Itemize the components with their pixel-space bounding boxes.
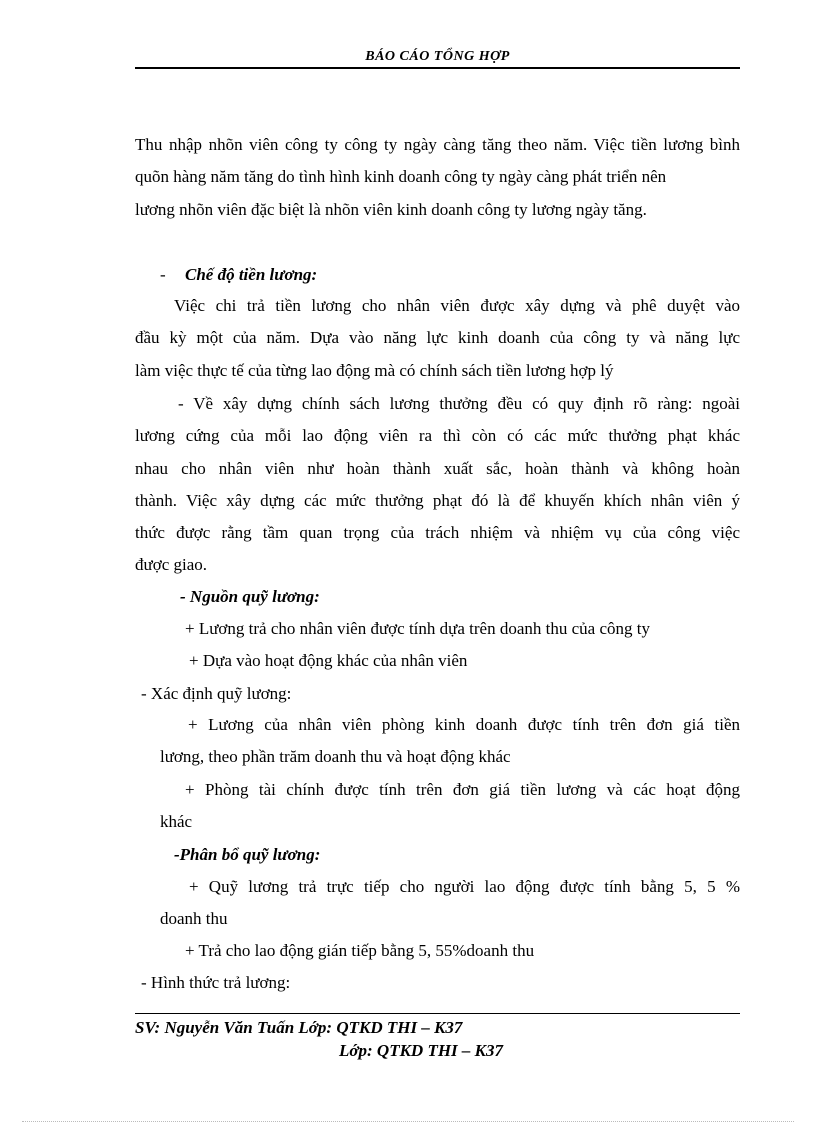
- intro-line-3: lương nhõn viên đặc biệt là nhõn viên kinh doanh công ty lương ngày tăng.: [135, 200, 647, 219]
- paragraph-line: lương cứng của mỗi lao động viên ra thì còn có các mức thưởng phạt khác: [135, 426, 740, 445]
- paragraph-line: đầu kỳ một của năm. Dựa vào năng lực kinh doanh của công ty và năng lực: [135, 328, 740, 347]
- intro-line-2: quõn hàng năm tăng do tình hình kinh doanh công ty ngày càng phát triển nên: [135, 167, 667, 186]
- header-rule: [135, 67, 740, 69]
- section-dash: -: [160, 265, 166, 284]
- footer-student-line: SV: Nguyễn Văn Tuấn Lớp: QTKD THI – K37: [135, 1018, 463, 1037]
- page-edge-divider: [22, 1121, 794, 1122]
- list-item: + Quỹ lương trả trực tiếp cho người lao động được tính bằng 5, 5 %: [189, 877, 740, 896]
- section-heading-hinh-thuc: - Hình thức trả lương:: [141, 973, 291, 992]
- intro-line-1: Thu nhập nhõn viên công ty công ty ngày càng tăng theo năm. Việc tiền lương bình: [135, 135, 740, 154]
- section-heading-che-do: Chế độ tiền lương:: [185, 265, 318, 284]
- list-item-continuation: lương, theo phần trăm doanh thu và hoạt động khác: [160, 747, 511, 766]
- paragraph-line: thức được rằng tầm quan trọng của trách nhiệm và nhiệm vụ của công việc: [135, 523, 740, 542]
- footer-rule: [135, 1013, 740, 1014]
- paragraph-line: làm việc thực tế của từng lao động mà có chính sách tiền lương hợp lý: [135, 361, 614, 380]
- section-heading-nguon: - Nguồn quỹ lương:: [180, 587, 320, 606]
- list-item: + Trả cho lao động gián tiếp bằng 5, 55%doanh thu: [185, 941, 535, 960]
- paragraph-line: được giao.: [135, 555, 208, 574]
- list-item: + Dựa vào hoạt động khác của nhân viên: [189, 651, 468, 670]
- paragraph-line: Việc chi trả tiền lương cho nhân viên được xây dựng và phê duyệt vào: [174, 296, 740, 315]
- paragraph-line: nhau cho nhân viên như hoàn thành xuất sắc, hoàn thành và không hoàn: [135, 459, 740, 478]
- list-item: + Lương trả cho nhân viên được tính dựa trên doanh thu của công ty: [185, 619, 650, 638]
- section-heading-phan-bo: -Phân bổ quỹ lương:: [174, 845, 321, 864]
- header-title: BÁO CÁO TỔNG HỢP: [365, 49, 510, 64]
- section-heading-xac-dinh: - Xác định quỹ lương:: [141, 684, 292, 703]
- paragraph-line: - Về xây dựng chính sách lương thưởng đều có quy định rõ ràng: ngoài: [178, 394, 740, 413]
- list-item: + Phòng tài chính được tính trên đơn giá tiền lương và các hoạt động: [185, 780, 740, 799]
- list-item-continuation: doanh thu: [160, 909, 228, 928]
- paragraph-line: thành. Việc xây dựng các mức thưởng phạt đó là để khuyến khích nhân viên ý: [135, 491, 740, 510]
- list-item: + Lương của nhân viên phòng kinh doanh được tính trên đơn giá tiền: [188, 715, 740, 734]
- footer-class-line: Lớp: QTKD THI – K37: [339, 1041, 504, 1060]
- list-item-continuation: khác: [160, 812, 193, 831]
